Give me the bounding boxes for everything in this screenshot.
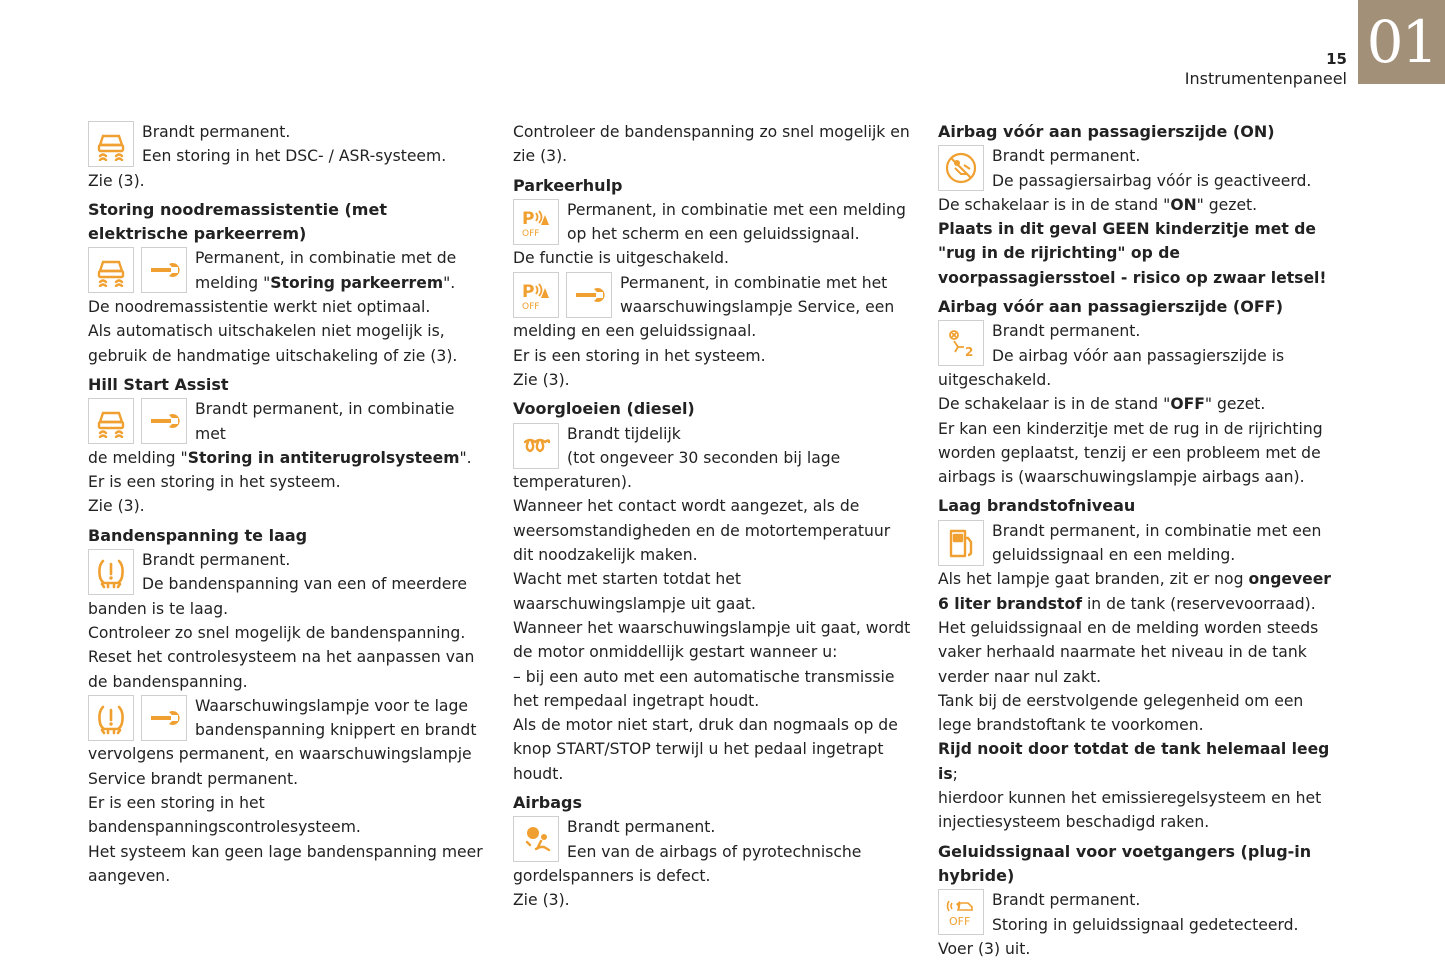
airbags-l3: Zie (3).	[513, 891, 570, 910]
airbags-l2: Een van de airbags of pyrotechnische gordelspanners is defect.	[513, 842, 862, 885]
dsc-block	[88, 120, 488, 169]
glow-l1: Brandt tijdelijk	[567, 424, 681, 443]
ped-heading: Geluidssignaal voor voetgangers (plug-in hybride)	[938, 841, 1312, 885]
glow-plug-icon	[513, 423, 559, 469]
tyre-service-block	[88, 694, 488, 791]
passenger-airbag-off-icon	[938, 320, 984, 366]
fuel-l5: Rijd nooit door totdat de tank helemaal leeg is;	[938, 740, 1330, 783]
airbag-warning-icon	[513, 816, 559, 862]
airbag-on-l1: Brandt permanent.	[992, 147, 1141, 166]
airbag-off-block	[938, 319, 1338, 392]
park-assist-off-icon	[513, 272, 559, 318]
glow-l7: Als de motor niet start, druk dan nogmaals op de knop START/STOP terwijl u het pedaal ingetrapt houdt.	[513, 716, 898, 783]
tyre-l1: Brandt permanent.	[142, 551, 291, 570]
tyre-continued: Controleer de bandenspanning zo snel mogelijk en zie (3).	[513, 123, 910, 166]
tyre-l3: Controleer zo snel mogelijk de bandenspanning.	[88, 623, 466, 642]
airbag-on-block	[938, 144, 1338, 193]
airbags-l1: Brandt permanent.	[567, 818, 716, 837]
pedestrian-sound-off-icon	[938, 889, 984, 935]
tyre-l7: Het systeem kan geen lage bandenspanning meer aangeven.	[88, 842, 483, 885]
fuel-l3: Het geluidssignaal en de melding worden steeds vaker herhaald naarmate het niveau in de tank verder naar nul zakt.	[938, 618, 1319, 686]
park-l4: Er is een storing in het systeem.	[513, 346, 766, 365]
column-3	[938, 120, 1338, 961]
dsc-warning-icon	[88, 121, 134, 167]
service-wrench-icon	[141, 695, 187, 741]
service-wrench-icon	[141, 398, 187, 444]
airbag-off-heading: Airbag vóór aan passagierszijde (OFF)	[938, 297, 1283, 317]
svg-text:OFF: OFF	[522, 228, 540, 239]
park-block-2	[513, 271, 913, 344]
park-l3: Permanent, in combinatie met het waarschuwingslampje Service, een melding en een geluidssignaal.	[513, 273, 895, 341]
noodrem-l1: Permanent, in combinatie met de	[195, 249, 457, 268]
fuel-block	[938, 519, 1338, 568]
tyre-pressure-icon	[88, 549, 134, 595]
glow-block	[513, 422, 913, 495]
airbags-heading: Airbags	[513, 793, 582, 813]
ped-l3: Voer (3) uit.	[938, 939, 1031, 958]
fuel-l2: Als het lampje gaat branden, zit er nog ongeveer 6 liter brandstof in de tank (reservevoorraad).	[938, 570, 1331, 613]
glow-l5: Wanneer het waarschuwingslampje uit gaat, wordt de motor onmiddellijk gestart wanneer u:	[513, 618, 911, 662]
dsc-line1: Brandt permanent.	[142, 123, 291, 141]
glow-l2: (tot ongeveer 30 seconden bij lage temperaturen).	[513, 448, 841, 492]
glow-l4: Wacht met starten totdat het waarschuwingslampje uit gaat.	[513, 570, 756, 613]
fuel-l1: Brandt permanent, in combinatie met een geluidssignaal en een melding.	[992, 521, 1322, 565]
noodrem-l3: De noodremassistentie werkt niet optimaal.	[88, 298, 431, 317]
dsc-warning-icon	[88, 247, 134, 293]
ped-block	[938, 888, 1338, 937]
airbag-off-l4: Er kan een kinderzitje met de rug in de rijrichting worden geplaatst, tenzij er een probleem met de airbags is (waarschuwingslampje airbags aan).	[938, 419, 1323, 487]
dsc-line2: Een storing in het DSC- / ASR-systeem.	[142, 147, 447, 166]
svg-text:OFF: OFF	[522, 301, 540, 312]
tyre-block	[88, 548, 488, 621]
column-2	[513, 120, 913, 913]
hill-block	[88, 397, 488, 470]
park-l1: Permanent, in combinatie met een melding op het scherm en een geluidssignaal.	[567, 200, 906, 244]
glow-l3: Wanneer het contact wordt aangezet, als de weersomstandigheden en de motortemperatuur dit noodzakelijk maken.	[513, 497, 891, 565]
park-block-1	[513, 198, 913, 247]
noodrem-block	[88, 246, 488, 295]
noodrem-l2: melding "Storing parkeerrem".	[195, 273, 456, 292]
airbag-off-l2: De airbag vóór aan passagierszijde is uitgeschakeld.	[938, 346, 1285, 389]
svg-text:OFF: OFF	[949, 915, 971, 929]
dsc-warning-icon	[88, 398, 134, 444]
passenger-airbag-on-icon	[938, 145, 984, 191]
tyre-l4: Reset het controlesysteem na het aanpassen van de bandenspanning.	[88, 648, 475, 691]
airbag-off-l3: De schakelaar is in de stand "OFF" gezet.	[938, 395, 1266, 414]
airbag-off-l1: Brandt permanent.	[992, 322, 1141, 341]
svg-text:P: P	[522, 208, 535, 229]
airbag-on-l4: Plaats in dit geval GEEN kinderzitje met de "rug in de rijrichting" op de voorpassagiersstoel - risico op zwaar letsel!	[938, 220, 1327, 287]
page-number: 15	[1326, 50, 1347, 68]
fuel-l4: Tank bij de eerstvolgende gelegenheid om een lege brandstoftank te voorkomen.	[938, 691, 1304, 735]
fuel-pump-icon	[938, 520, 984, 566]
airbag-on-heading: Airbag vóór aan passagierszijde (ON)	[938, 122, 1275, 141]
hill-heading: Hill Start Assist	[88, 374, 229, 394]
park-l5: Zie (3).	[513, 370, 570, 389]
hill-l4: Zie (3).	[88, 497, 145, 516]
hill-l3: Er is een storing in het systeem.	[88, 473, 341, 492]
tyre-pressure-icon	[88, 695, 134, 741]
airbags-block	[513, 815, 913, 888]
service-wrench-icon	[566, 272, 612, 318]
tyre-l6: Er is een storing in het bandenspanningscontrolesysteem.	[88, 794, 361, 837]
section-title: Instrumentenpaneel	[1184, 69, 1347, 88]
park-heading: Parkeerhulp	[513, 175, 623, 195]
column-1	[88, 120, 488, 888]
ped-l2: Storing in geluidssignaal gedetecteerd.	[992, 915, 1299, 934]
noodrem-heading: Storing noodremassistentie (met elektrische parkeerrem)	[88, 199, 387, 244]
service-wrench-icon	[141, 247, 187, 293]
glow-l6: – bij een auto met een automatische transmissie het rempedaal ingetrapt houdt.	[513, 667, 895, 710]
fuel-heading: Laag brandstofniveau	[938, 496, 1136, 516]
tyre-l2: De bandenspanning van een of meerdere banden is te laag.	[88, 575, 467, 618]
ped-l1: Brandt permanent.	[992, 891, 1141, 910]
glow-heading: Voorgloeien (diesel)	[513, 399, 695, 419]
fuel-l6: hierdoor kunnen het emissieregelsysteem en het injectiesysteem beschadigd raken.	[938, 789, 1322, 832]
tyre-l5: Waarschuwingslampje voor te lage bandenspanning knippert en brandt vervolgens permanent, en waarschuwingslampje Service brandt permanent.	[88, 696, 477, 788]
svg-text:P: P	[522, 281, 535, 302]
svg-text:2: 2	[965, 345, 974, 360]
park-assist-off-icon	[513, 199, 559, 245]
airbag-on-l3: De schakelaar is in de stand "ON" gezet.	[938, 195, 1258, 214]
chapter-tab: 01	[1358, 0, 1445, 84]
park-l2: De functie is uitgeschakeld.	[513, 249, 730, 268]
airbag-on-l2: De passagiersairbag vóór is geactiveerd.	[992, 171, 1312, 190]
hill-l1: Brandt permanent, in combinatie met	[195, 400, 455, 443]
dsc-line3: Zie (3).	[88, 171, 145, 190]
noodrem-l4: Als automatisch uitschakelen niet mogelijk is, gebruik de handmatige uitschakeling of zie (3).	[88, 322, 458, 365]
tyre-heading: Bandenspanning te laag	[88, 525, 308, 545]
hill-l2: de melding "Storing in antiterugrolsysteem".	[88, 448, 472, 467]
